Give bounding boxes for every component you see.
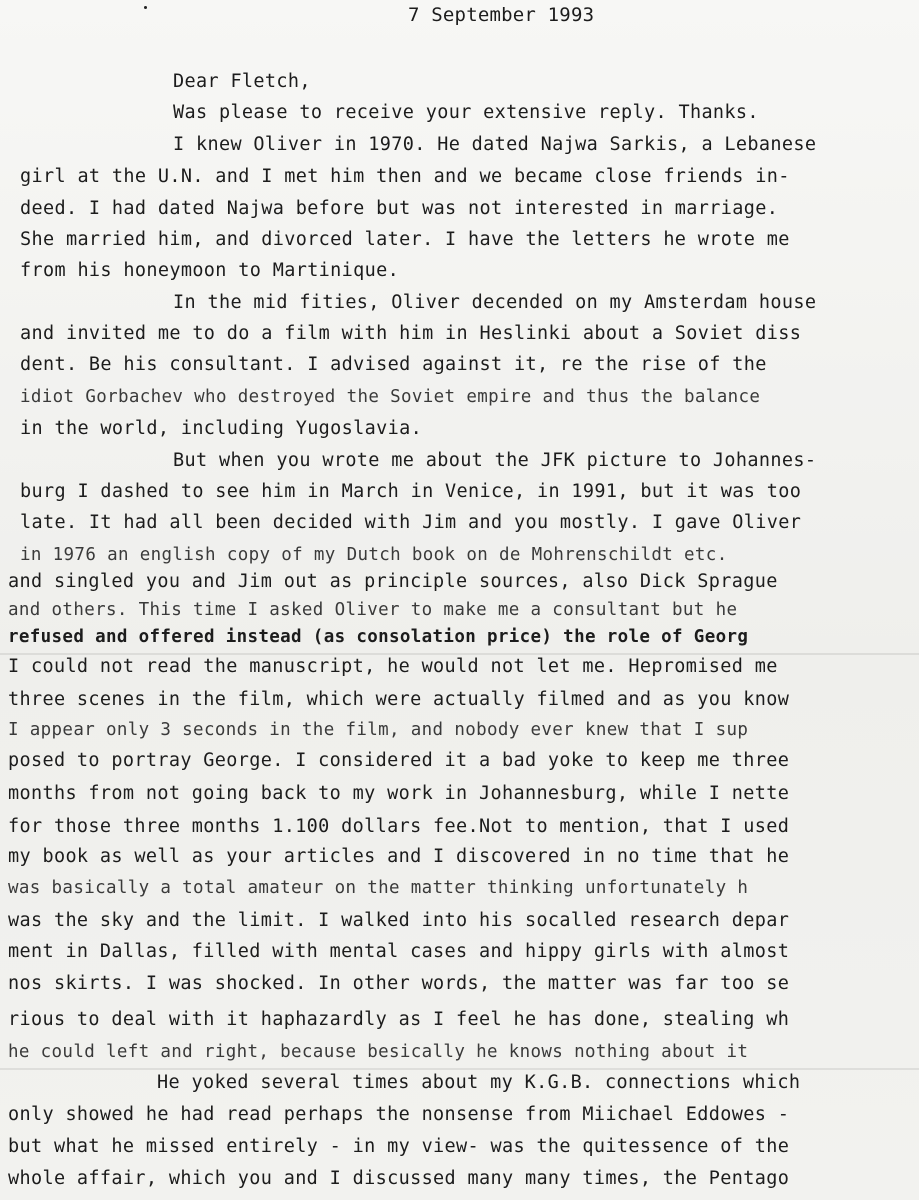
body-line: In the mid fities, Oliver decended on my Amsterdam house	[173, 292, 817, 313]
body-line: She married him, and divorced later. I have the letters he wrote me	[20, 229, 790, 250]
body-line: I appear only 3 seconds in the film, and nobody ever knew that I sup	[8, 720, 749, 740]
body-line: he could left and right, because besically he knows nothing about it	[8, 1042, 749, 1062]
page-fold	[0, 1068, 919, 1070]
body-line: but what he missed entirely - in my view- was the quitessence of the	[8, 1136, 790, 1157]
stray-mark	[144, 6, 147, 9]
body-line: my book as well as your articles and I discovered in no time that he	[8, 846, 790, 867]
body-line: idiot Gorbachev who destroyed the Soviet empire and thus the balance	[20, 387, 761, 407]
body-line: But when you wrote me about the JFK picture to Johannes-	[173, 450, 817, 471]
body-line: was the sky and the limit. I walked into his socalled research depar	[8, 910, 790, 931]
body-line: ment in Dallas, filled with mental cases and hippy girls with almost	[8, 941, 790, 962]
body-line: rious to deal with it haphazardly as I feel he has done, stealing wh	[8, 1009, 790, 1030]
body-line: late. It had all been decided with Jim and you mostly. I gave Oliver	[20, 512, 802, 533]
body-line: was basically a total amateur on the matter thinking unfortunately h	[8, 878, 749, 898]
body-line: dent. Be his consultant. I advised against it, re the rise of the	[20, 354, 767, 375]
body-line: months from not going back to my work in Johannesburg, while I nette	[8, 783, 790, 804]
body-line: I knew Oliver in 1970. He dated Najwa Sarkis, a Lebanese	[173, 134, 817, 155]
letter-date: 7 September 1993	[408, 4, 595, 26]
body-line: in the world, including Yugoslavia.	[20, 418, 423, 439]
body-line: nos skirts. I was shocked. In other words, the matter was far too se	[8, 973, 790, 994]
body-line: girl at the U.N. and I met him then and we became close friends in-	[20, 166, 790, 187]
body-line: posed to portray George. I considered it a bad yoke to keep me three	[8, 750, 790, 771]
body-line: and invited me to do a film with him in Heslinki about a Soviet diss	[20, 323, 802, 344]
body-line: three scenes in the film, which were actually filmed and as you know	[8, 689, 790, 710]
body-line: in 1976 an english copy of my Dutch book on de Mohrenschildt etc.	[20, 545, 728, 565]
body-line: He yoked several times about my K.G.B. connections which	[157, 1072, 801, 1093]
body-line: burg I dashed to see him in March in Venice, in 1991, but it was too	[20, 481, 802, 502]
salutation: Dear Fletch,	[173, 71, 311, 92]
body-line: deed. I had dated Najwa before but was not interested in marriage.	[20, 198, 779, 219]
body-line: from his honeymoon to Martinique.	[20, 260, 400, 281]
body-line: for those three months 1.100 dollars fee.Not to mention, that I used	[8, 816, 790, 837]
body-line: refused and offered instead (as consolation price) the role of Georg	[8, 627, 749, 647]
body-line: and others. This time I asked Oliver to make me a consultant but he	[8, 600, 738, 620]
body-line: I could not read the manuscript, he would not let me. Hepromised me	[8, 656, 778, 677]
body-line: Was please to receive your extensive reply. Thanks.	[173, 102, 759, 123]
body-line: whole affair, which you and I discussed many many times, the Pentago	[8, 1168, 790, 1189]
body-line: and singled you and Jim out as principle sources, also Dick Sprague	[8, 571, 778, 592]
body-line: only showed he had read perhaps the nonsense from Miichael Eddowes -	[8, 1104, 790, 1125]
